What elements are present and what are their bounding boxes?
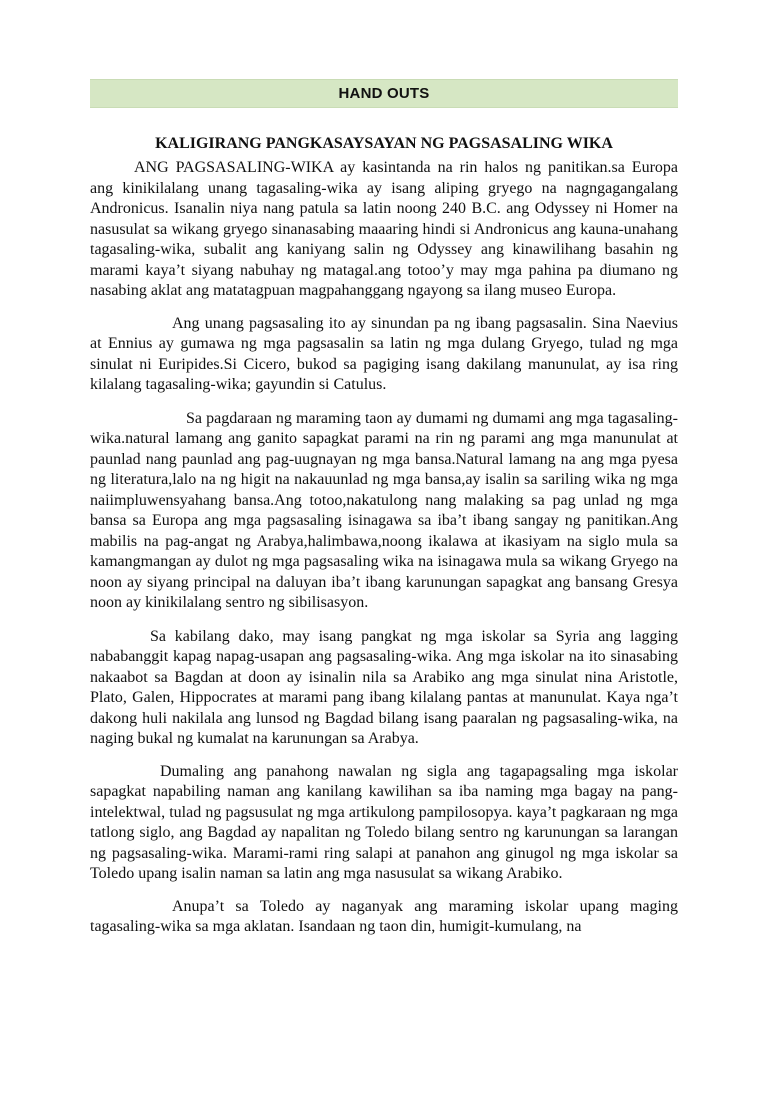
banner-text: HAND OUTS xyxy=(338,85,430,102)
document-page xyxy=(0,79,768,1103)
document-title: KALIGIRANG PANGKASAYSAYAN NG PAGSASALING WIKA xyxy=(155,135,613,152)
paragraph: Dumaling ang panahong nawalan ng sigla ang tagapagsaling mga iskolar sapagkat napabiling naman ang kanilang kawilihan sa iba naming mga bagay na pang-intelektwal, tulad ng pagsusulat ng mga artikulong pampilosopya. kaya’t pagkaraan ng mga tatlong siglo, ang Bagdad ay napalitan ng Toledo bilang sentro ng karunungan sa larangan ng pagsasaling-wika. Marami-rami ring salapi at panahon ang ginugol ng mga iskolar sa Toledo upang isalin naman sa latin ang mga nasusulat sa wikang Arabiko. xyxy=(90,762,678,882)
paragraph: Sa pagdaraan ng maraming taon ay dumami ng dumami ang mga tagasaling-wika.natural lamang ang ganito sapagkat parami na rin ng parami ang mga manunulat at paunlad nang paunlad ang pag-uugnayan ng mga bansa.Natural lamang na ang mga pyesa ng literatura,lalo na ng higit na nakauunlad ng mga bansa,ay isalin sa sariling wika ng mga naiimpluwensyahang bansa.Ang totoo,nakatulong nang malaking sa pag unlad ng mga bansa sa Europa ang mga pagsasaling isinagawa sa iba’t ibang sangay ng panitikan.Ang mabilis na pag-angat ng Arabya,halimbawa,noong ikalawa at ikasiyam na siglo mula sa kamangmangan ay dulot ng mga pagsasaling wika na isinagawa mula sa wikang Gryego na noon ay siyang principal na daluyan iba’t ibang karunungan sapagkat ang bansang Gresya noon ay kinikilalang sentro ng sibilisasyon. xyxy=(90,409,678,611)
paragraph: Anupa’t sa Toledo ay naganyak ang maraming iskolar upang maging tagasaling-wika sa mga aklatan. Isandaan ng taon din, humigit-kumulang, na xyxy=(90,897,678,935)
paragraph: Sa kabilang dako, may isang pangkat ng mga iskolar sa Syria ang lagging nababanggit kapag napag-usapan ang pagsasaling-wika. Ang mga iskolar na ito sinasabing nakaabot sa Bagdan at doon ay isinalin nila sa Arabiko ang mga sinulat nina Aristotle, Plato, Galen, Hippocrates at marami pang ibang kilalang pantas at manunulat. Kaya nga’t dakong huli nakilala ang lunsod ng Bagdad bilang isang paaralan ng pagsasaling-wika, na naging bukal ng kumalat na karunungan sa Arabya. xyxy=(90,627,678,747)
handouts-banner xyxy=(90,79,678,108)
paragraph: Ang unang pagsasaling ito ay sinundan pa ng ibang pagsasalin. Sina Naevius at Ennius ay gumawa ng mga pagsasalin sa latin ng mga dulang Gryego, tulad ng mga sinulat ni Euripides.Si Cicero, bukod sa pagiging isang dakilang manunulat, ay isa ring kilalang tagasaling-wika; gayundin si Catulus. xyxy=(90,314,678,393)
paragraph: ANG PAGSASALING-WIKA ay kasintanda na rin halos ng panitikan.sa Europa ang kinikilalang unang tagasaling-wika ay isang aliping gryego na nagngagangalang Andronicus. Isanalin niya nang patula sa latin noong 240 B.C. ang Odyssey ni Homer na nasusulat sa wikang gryego sinanasabing maaaring hindi si Andronicus ang kauna-unahang tagasaling-wika, subalit ang kaniyang salin ng Odyssey ang kinawilihang basahin ng marami kaya’t siyang nabuhay ng matagal.ang totoo’y may mga pahina pa diumano ng nasabing aklat ang matatagpuan magpahanggang ngayong sa ilang museo Europa. xyxy=(90,159,678,299)
